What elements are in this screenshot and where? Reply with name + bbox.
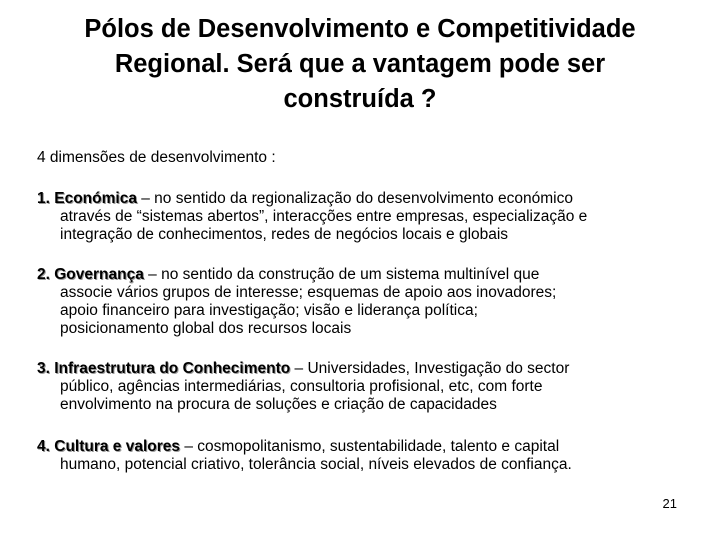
item-number: 2.	[37, 266, 50, 283]
item-line: envolvimento na procura de soluções e criação de capacidades	[60, 396, 497, 413]
slide-title-line: Pólos de Desenvolvimento e Competitividade	[84, 15, 636, 43]
item-heading: Infraestrutura do Conhecimento	[54, 360, 291, 377]
item-heading: Económica	[54, 190, 137, 207]
item-line: através de “sistemas abertos”, interacções entre empresas, especialização e	[60, 208, 588, 225]
page-number: 21	[662, 496, 677, 511]
item-first-line	[37, 360, 687, 378]
dimension-item-cultura	[37, 438, 687, 474]
item-number: 3.	[37, 360, 50, 377]
slide-title-line: construída ?	[283, 85, 437, 113]
item-heading: Cultura e valores	[54, 438, 181, 455]
item-line: humano, potencial criativo, tolerância social, níveis elevados de confiança.	[60, 456, 572, 473]
item-line: integração de conhecimentos, redes de negócios locais e globais	[60, 226, 509, 243]
dimension-item-economica	[37, 190, 687, 244]
item-first-line	[37, 438, 687, 456]
intro-text: 4 dimensões de desenvolvimento :	[37, 149, 276, 166]
item-first-line	[37, 266, 687, 284]
item-number: 1.	[37, 190, 50, 207]
item-line: associe vários grupos de interesse; esquemas de apoio aos inovadores;	[60, 284, 557, 301]
item-number: 4.	[37, 438, 50, 455]
item-dash-text: – no sentido da regionalização do desenvolvimento económico	[136, 190, 573, 207]
item-first-line	[37, 190, 687, 208]
item-heading: Governança	[54, 266, 144, 283]
dimension-item-infraestrutura	[37, 360, 687, 414]
item-line: público, agências intermediárias, consultoria profisional, etc, com forte	[60, 378, 543, 395]
item-dash-text: – Universidades, Investigação do sector	[290, 360, 570, 377]
dimension-item-governanca	[37, 266, 687, 338]
item-dash-text: – no sentido da construção de um sistema multinível que	[143, 266, 540, 283]
slide-title-line: Regional. Será que a vantagem pode ser	[114, 50, 606, 78]
item-dash-text: – cosmopolitanismo, sustentabilidade, talento e capital	[180, 438, 560, 455]
item-line: posicionamento global dos recursos locais	[60, 320, 352, 337]
item-line: apoio financeiro para investigação; visão e liderança política;	[60, 302, 478, 319]
slide-title	[30, 12, 690, 117]
